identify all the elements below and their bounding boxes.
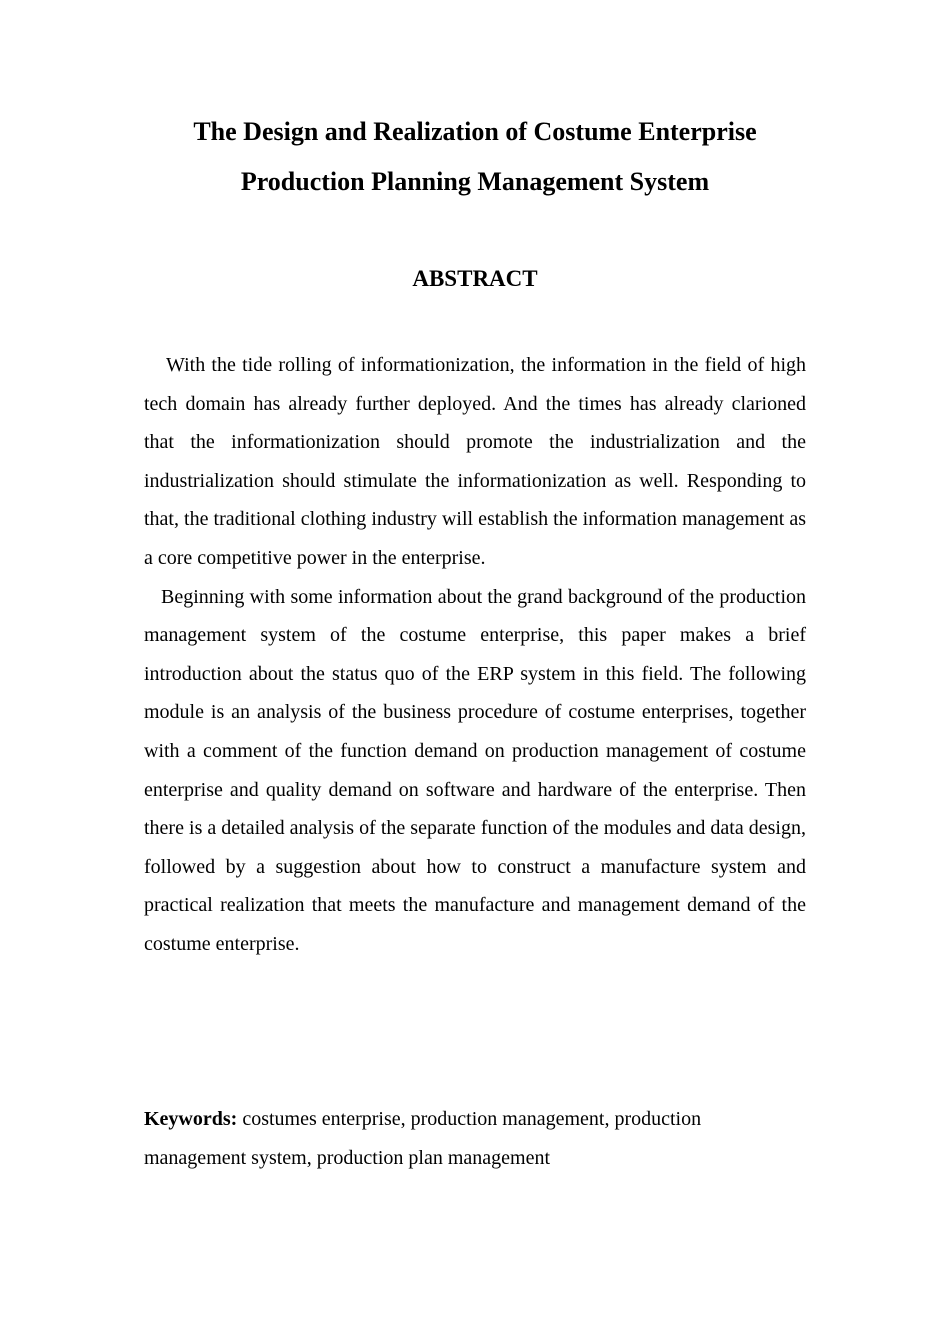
paper-title-line-1: The Design and Realization of Costume Enterprise bbox=[193, 117, 757, 146]
keywords-label: Keywords: bbox=[144, 1108, 238, 1130]
abstract-paragraph-1: With the tide rolling of informationization, the information in the field of high tech domain has already further deployed. And the times has already clarioned that the informationization should promote the industrialization and the industrialization should stimulate the informationization as well. Responding to that, the traditional clothing industry will establish the information management as a core competitive power in the enterprise. bbox=[144, 354, 806, 569]
paper-title-line-2: Production Planning Management System bbox=[240, 167, 710, 196]
abstract-heading: ABSTRACT bbox=[412, 266, 538, 291]
paper-title bbox=[100, 107, 850, 207]
abstract-body bbox=[144, 346, 806, 964]
keywords bbox=[144, 1100, 806, 1177]
abstract-paragraph-2: Beginning with some information about the grand background of the production management system of the costume enterprise, this paper makes a brief introduction about the status quo of the ERP system in this field. The following module is an analysis of the business procedure of costume enterprises, together with a comment of the function demand on production management of costume enterprise and quality demand on software and hardware of the enterprise. Then there is a detailed analysis of the separate function of the modules and data design, followed by a suggestion about how to construct a manufacture system and practical realization that meets the manufacture and management demand of the costume enterprise. bbox=[144, 585, 806, 955]
keywords-text: costumes enterprise, production management, production management system, production plan management bbox=[144, 1108, 702, 1169]
